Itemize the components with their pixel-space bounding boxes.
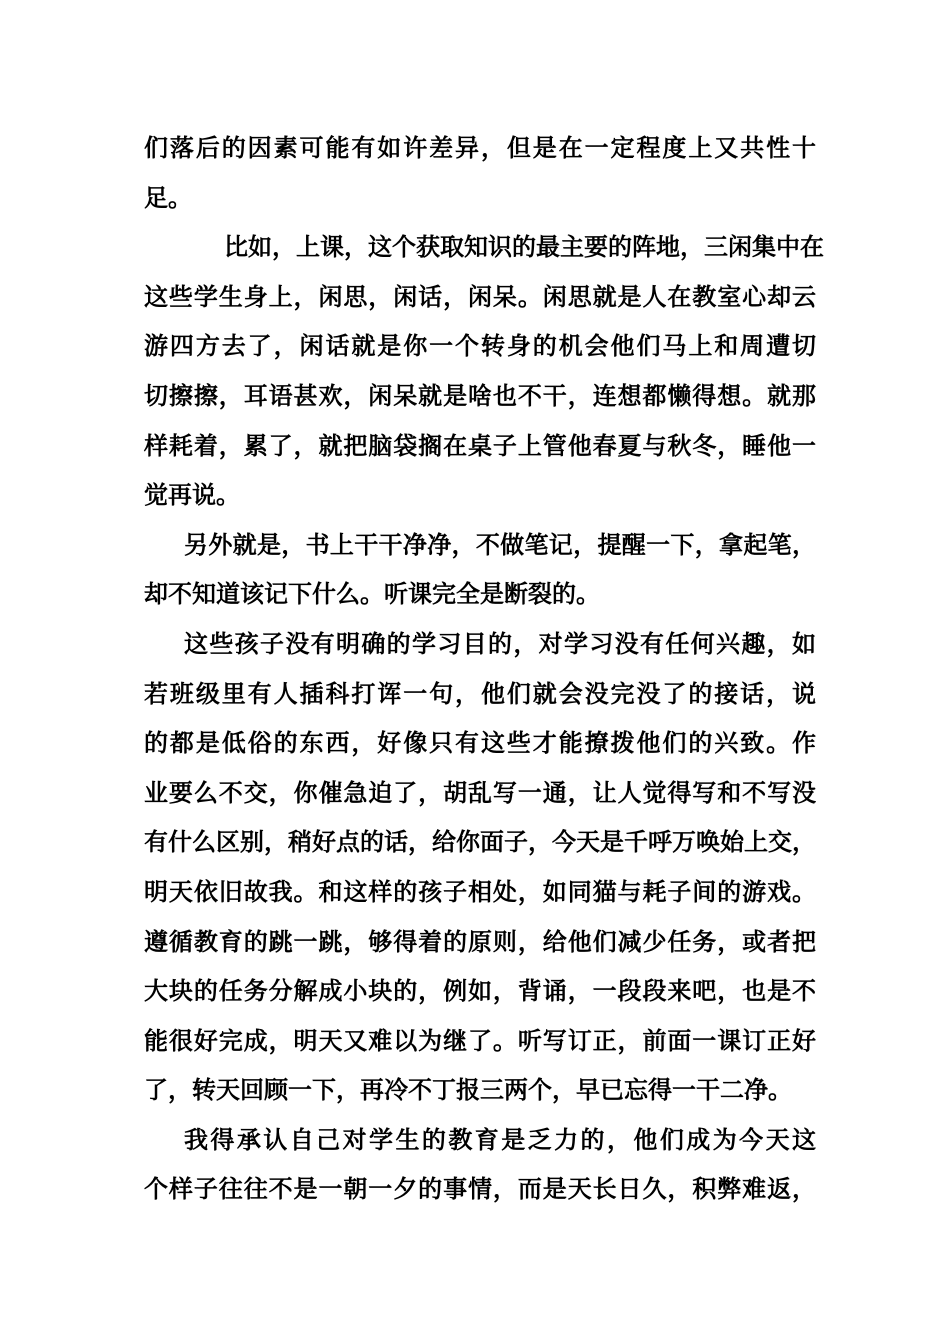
- text-line: 这些学生身上，闲思，闲话，闲呆。闲思就是人在教室心却云: [144, 281, 816, 311]
- text-line: 比如，上课，这个获取知识的最主要的阵地，三闲集中在: [224, 232, 824, 262]
- paragraph: [144, 222, 824, 520]
- text-line: 我得承认自己对学生的教育是乏力的，他们成为今天这: [184, 1124, 816, 1154]
- text-line: 能很好完成，明天又难以为继了。听写订正，前面一课订正好: [144, 1025, 816, 1055]
- text-line: 这些孩子没有明确的学习目的，对学习没有任何兴趣，如: [184, 628, 816, 658]
- paragraph: [144, 520, 816, 619]
- text-line: 有什么区别，稍好点的话，给你面子，今天是千呼万唤始上交，: [144, 827, 816, 857]
- text-line: 明天依旧故我。和这样的孩子相处，如同猫与耗子间的游戏。: [144, 876, 816, 906]
- text-line: 的都是低俗的东西，好像只有这些才能撩拨他们的兴致。作: [144, 728, 816, 758]
- text-line: 个样子往往不是一朝一夕的事情，而是天长日久，积弊难返，: [144, 1174, 816, 1204]
- text-line: 样耗着，累了，就把脑袋搁在桌子上管他春夏与秋冬，睡他一: [144, 430, 816, 460]
- text-line: 足。: [144, 182, 192, 212]
- text-line: 另外就是，书上干干净净，不做笔记，提醒一下，拿起笔，: [184, 529, 816, 559]
- text-line: 遵循教育的跳一跳，够得着的原则，给他们减少任务，或者把: [144, 926, 816, 956]
- text-line: 觉再说。: [144, 480, 240, 510]
- paragraph: [144, 619, 816, 1115]
- text-line: 却不知道该记下什么。听课完全是断裂的。: [144, 579, 600, 609]
- text-line: 们落后的因素可能有如许差异，但是在一定程度上又共性十: [144, 133, 816, 162]
- document-body: [144, 123, 824, 1214]
- paragraph: [144, 123, 816, 222]
- text-line: 业要么不交，你催急迫了，胡乱写一通，让人觉得写和不写没: [144, 777, 816, 807]
- text-line: 游四方去了，闲话就是你一个转身的机会他们马上和周遭切: [144, 331, 816, 361]
- paragraph: [144, 1115, 816, 1214]
- text-line: 大块的任务分解成小块的，例如，背诵，一段段来吧，也是不: [144, 976, 816, 1006]
- text-line: 若班级里有人插科打诨一句，他们就会没完没了的接话，说: [144, 678, 816, 708]
- text-line: 切擦擦，耳语甚欢，闲呆就是啥也不干，连想都懒得想。就那: [144, 380, 816, 410]
- text-line: 了，转天回顾一下，再冷不丁报三两个，早已忘得一干二净。: [144, 1075, 792, 1105]
